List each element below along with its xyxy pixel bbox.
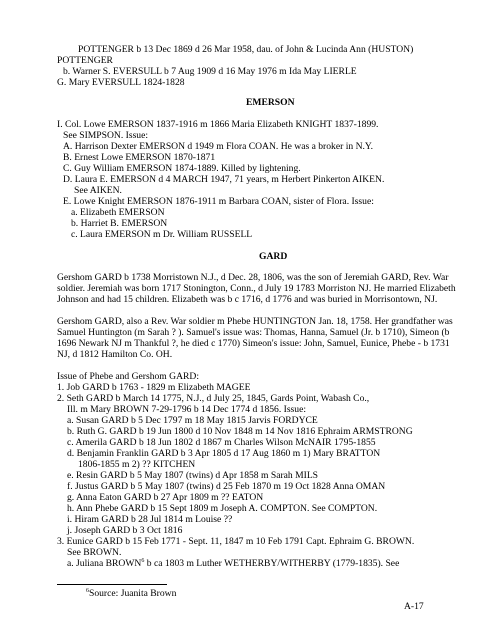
text-line: Gershom GARD b 1738 Morristown N.J., d Dec. 28, 1806, was the son of Jeremiah GARD, Rev. War bbox=[57, 272, 449, 283]
list-item: See BROWN. bbox=[67, 547, 122, 558]
text-line: c. Laura EMERSON m Dr. William RUSSELL bbox=[71, 229, 253, 240]
list-item: j. Joseph GARD b 3 Oct 1816 bbox=[67, 525, 183, 536]
list-item: i. Hiram GARD b 28 Jul 1814 m Louise ?? bbox=[67, 514, 233, 525]
list-item: 1806-1855 m 2) ?? KITCHEN bbox=[78, 459, 196, 470]
list-item: e. Resin GARD b 5 May 1807 (twins) d Apr 1858 m Sarah MILS bbox=[67, 470, 319, 481]
list-item: Ill. m Mary BROWN 7-29-1796 b 14 Dec 1774 d 1856. Issue: bbox=[67, 404, 307, 415]
text-line: C. Guy William EMERSON 1874-1889. Killed by lightening. bbox=[63, 163, 301, 174]
footnote-divider bbox=[57, 584, 167, 585]
list-item: 1. Job GARD b 1763 - 1829 m Elizabeth MAGEE bbox=[57, 382, 251, 393]
text-line: B. Ernest Lowe EMERSON 1870-1871 bbox=[63, 152, 216, 163]
list-item-name: a. Juliana BROWN bbox=[67, 558, 142, 569]
text-line: POTTENGER b 13 Dec 1869 d 26 Mar 1958, dau. of John & Lucinda Ann (HUSTON) bbox=[78, 44, 414, 55]
text-line: See AIKEN. bbox=[74, 185, 122, 196]
list-item: b. Ruth G. GARD b 19 Jun 1800 d 10 Nov 1848 m 14 Nov 1816 Ephraim ARMSTRONG bbox=[67, 426, 413, 437]
list-item: h. Ann Phebe GARD b 15 Sept 1809 m Joseph A. COMPTON. See COMPTON. bbox=[67, 503, 378, 514]
footnote-mark: 6 bbox=[86, 587, 89, 594]
list-item: 3. Eunice GARD b 15 Feb 1771 - Sept. 11, 1847 m 10 Feb 1791 Capt. Ephraim G. BROWN. bbox=[57, 536, 415, 547]
text-line: E. Lowe Knight EMERSON 1876-1911 m Barbara COAN, sister of Flora. Issue: bbox=[63, 196, 374, 207]
list-item: g. Anna Eaton GARD b 27 Apr 1809 m ?? EATON bbox=[67, 492, 264, 503]
text-line: Johnson and had 15 children. Elizabeth was b c 1716, d 1776 and was buried in Morrisontown, NJ. bbox=[57, 294, 438, 305]
list-item: f. Justus GARD b 5 May 1807 (twins) d 25 Feb 1870 m 19 Oct 1828 Anna OMAN bbox=[67, 481, 386, 492]
list-item: c. Amerila GARD b 18 Jun 1802 d 1867 m Charles Wilson McNAIR 1795-1855 bbox=[67, 437, 376, 448]
text-line: a. Elizabeth EMERSON bbox=[71, 207, 165, 218]
list-item: a. Susan GARD b 5 Dec 1797 m 18 May 1815 Jarvis FORDYCE bbox=[67, 415, 318, 426]
text-line: See SIMPSON. Issue: bbox=[63, 130, 149, 141]
page-number: A-17 bbox=[404, 601, 424, 612]
text-line: POTTENGER bbox=[57, 55, 113, 66]
text-line: D. Laura E. EMERSON d 4 MARCH 1947, 71 years, m Herbert Pinkerton AIKEN. bbox=[63, 174, 385, 185]
text-line: G. Mary EVERSULL 1824-1828 bbox=[57, 77, 185, 88]
list-item-rest: b ca 1803 m Luther WETHERBY/WITHERBY (1779-1835). See bbox=[144, 558, 400, 569]
text-line: Gershom GARD, also a Rev. War soldier m Phebe HUNTINGTON Jan. 18, 1758. Her grandfather was bbox=[57, 316, 453, 327]
text-line: 1696 Newark NJ m Thankful ?, he died c 1770) Simeon's issue: John, Samuel, Eunice, Phebe - b 1731 bbox=[57, 338, 450, 349]
footnote-text: Source: Juanita Brown bbox=[89, 588, 177, 599]
list-item bbox=[67, 558, 399, 569]
text-line: Samuel Huntington (m Sarah ? ). Samuel's issue was: Thomas, Hanna, Samuel (Jr. b 1710), Simeon (b bbox=[57, 327, 450, 338]
list-item: d. Benjamin Franklin GARD b 3 Apr 1805 d 17 Aug 1860 m 1) Mary BRATTON bbox=[67, 448, 381, 459]
footnote bbox=[86, 588, 176, 599]
text-line: b. Harriet B. EMERSON bbox=[71, 218, 168, 229]
text-line: A. Harrison Dexter EMERSON d 1949 m Flora COAN. He was a broker in N.Y. bbox=[63, 141, 373, 152]
text-line: soldier. Jeremiah was born 1717 Stonington, Conn., d July 19 1783 Morriston NJ. He married Elizabeth bbox=[57, 283, 456, 294]
text-line: NJ, d 1812 Hamilton Co. OH. bbox=[57, 349, 173, 360]
section-heading-emerson: EMERSON bbox=[246, 97, 295, 108]
text-line: Issue of Phebe and Gershom GARD: bbox=[57, 371, 200, 382]
footnote-reference[interactable]: 6 bbox=[141, 557, 145, 564]
list-item: 2. Seth GARD b March 14 1775, N.J., d July 25, 1845, Gards Point, Wabash Co., bbox=[57, 393, 370, 404]
text-line: I. Col. Lowe EMERSON 1837-1916 m 1866 Maria Elizabeth KNIGHT 1837-1899. bbox=[57, 119, 379, 130]
section-heading-gard: GARD bbox=[259, 251, 288, 262]
text-line: b. Warner S. EVERSULL b 7 Aug 1909 d 16 May 1976 m Ida May LIERLE bbox=[63, 66, 357, 77]
